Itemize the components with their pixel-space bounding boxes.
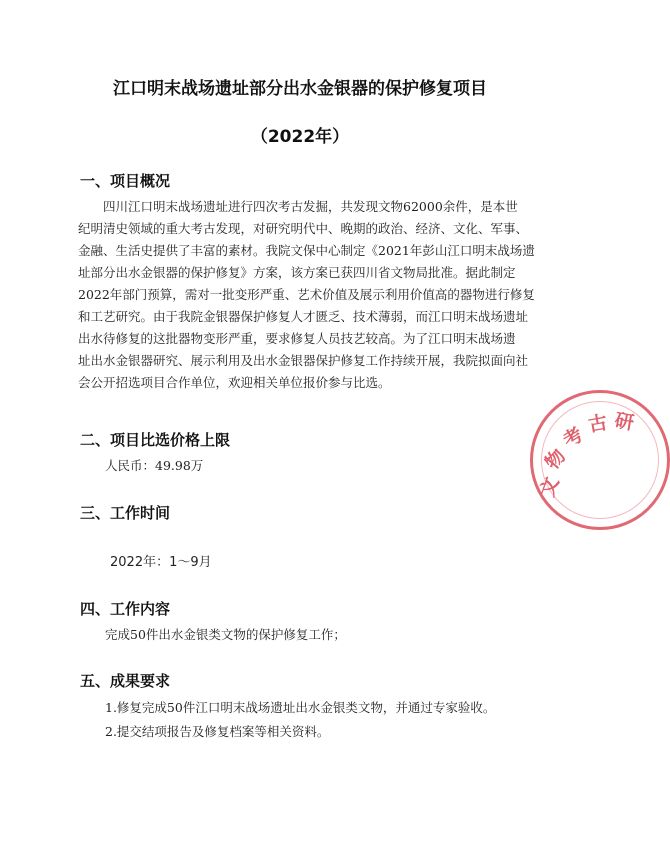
official-seal xyxy=(530,390,670,530)
section-heading-scope: 四、工作内容 xyxy=(80,600,171,618)
overview-line: 四川江口明末战场遗址进行四次考古发掘，共发现文物62000余件，是本世 xyxy=(103,199,518,214)
overview-line: 址部分出水金银器的保护修复》方案，该方案已获四川省文物局批准。据此制定 xyxy=(78,265,516,280)
overview-line: 址出水金银器研究、展示利用及出水金银器保护修复工作持续开展，我院拟面向社 xyxy=(78,353,529,368)
overview-line: 会公开招选项目合作单位，欢迎相关单位报价参与比选。 xyxy=(78,375,391,390)
section-heading-overview: 一、项目概况 xyxy=(80,172,171,190)
seal-char: 古 xyxy=(586,411,610,437)
section-heading-schedule: 三、工作时间 xyxy=(80,504,171,522)
seal-char: 研 xyxy=(612,409,636,435)
overview-line: 纪明清史领域的重大考古发现，对研究明代中、晚期的政治、经济、文化、军事、 xyxy=(78,221,529,236)
seal-char: 文 xyxy=(536,474,564,500)
overview-line: 2022年部门预算，需对一批变形严重、艺术价值及展示利用价值高的器物进行修复 xyxy=(78,287,535,302)
overview-line: 出水待修复的这批器物变形严重，要求修复人员技艺较高。为了江口明末战场遗 xyxy=(78,331,516,346)
section-heading-deliverables: 五、成果要求 xyxy=(80,672,171,690)
deliverable-item: 1.修复完成50件江口明末战场遗址出水金银类文物，并通过专家验收。 xyxy=(105,700,496,715)
document-title: 江口明末战场遗址部分出水金银器的保护修复项目 xyxy=(113,79,487,99)
seal-char: 物 xyxy=(541,445,571,474)
document-year: （2022年） xyxy=(250,127,350,147)
overview-line: 金融、生活史提供了丰富的素材。我院文保中心制定《2021年彭山江口明末战场遗 xyxy=(78,243,535,258)
overview-line: 和工艺研究。由于我院金银器保护修复人才匮乏、技术薄弱，而江口明末战场遗址 xyxy=(78,309,529,324)
price-cap-text: 人民币：49.98万 xyxy=(105,458,204,473)
seal-char: 考 xyxy=(559,423,587,453)
section-heading-price: 二、项目比选价格上限 xyxy=(80,431,231,449)
deliverable-item: 2.提交结项报告及修复档案等相关资料。 xyxy=(105,724,330,739)
schedule-text: 2022年：1～9月 xyxy=(110,555,212,570)
scope-text: 完成50件出水金银类文物的保护修复工作； xyxy=(105,627,346,642)
